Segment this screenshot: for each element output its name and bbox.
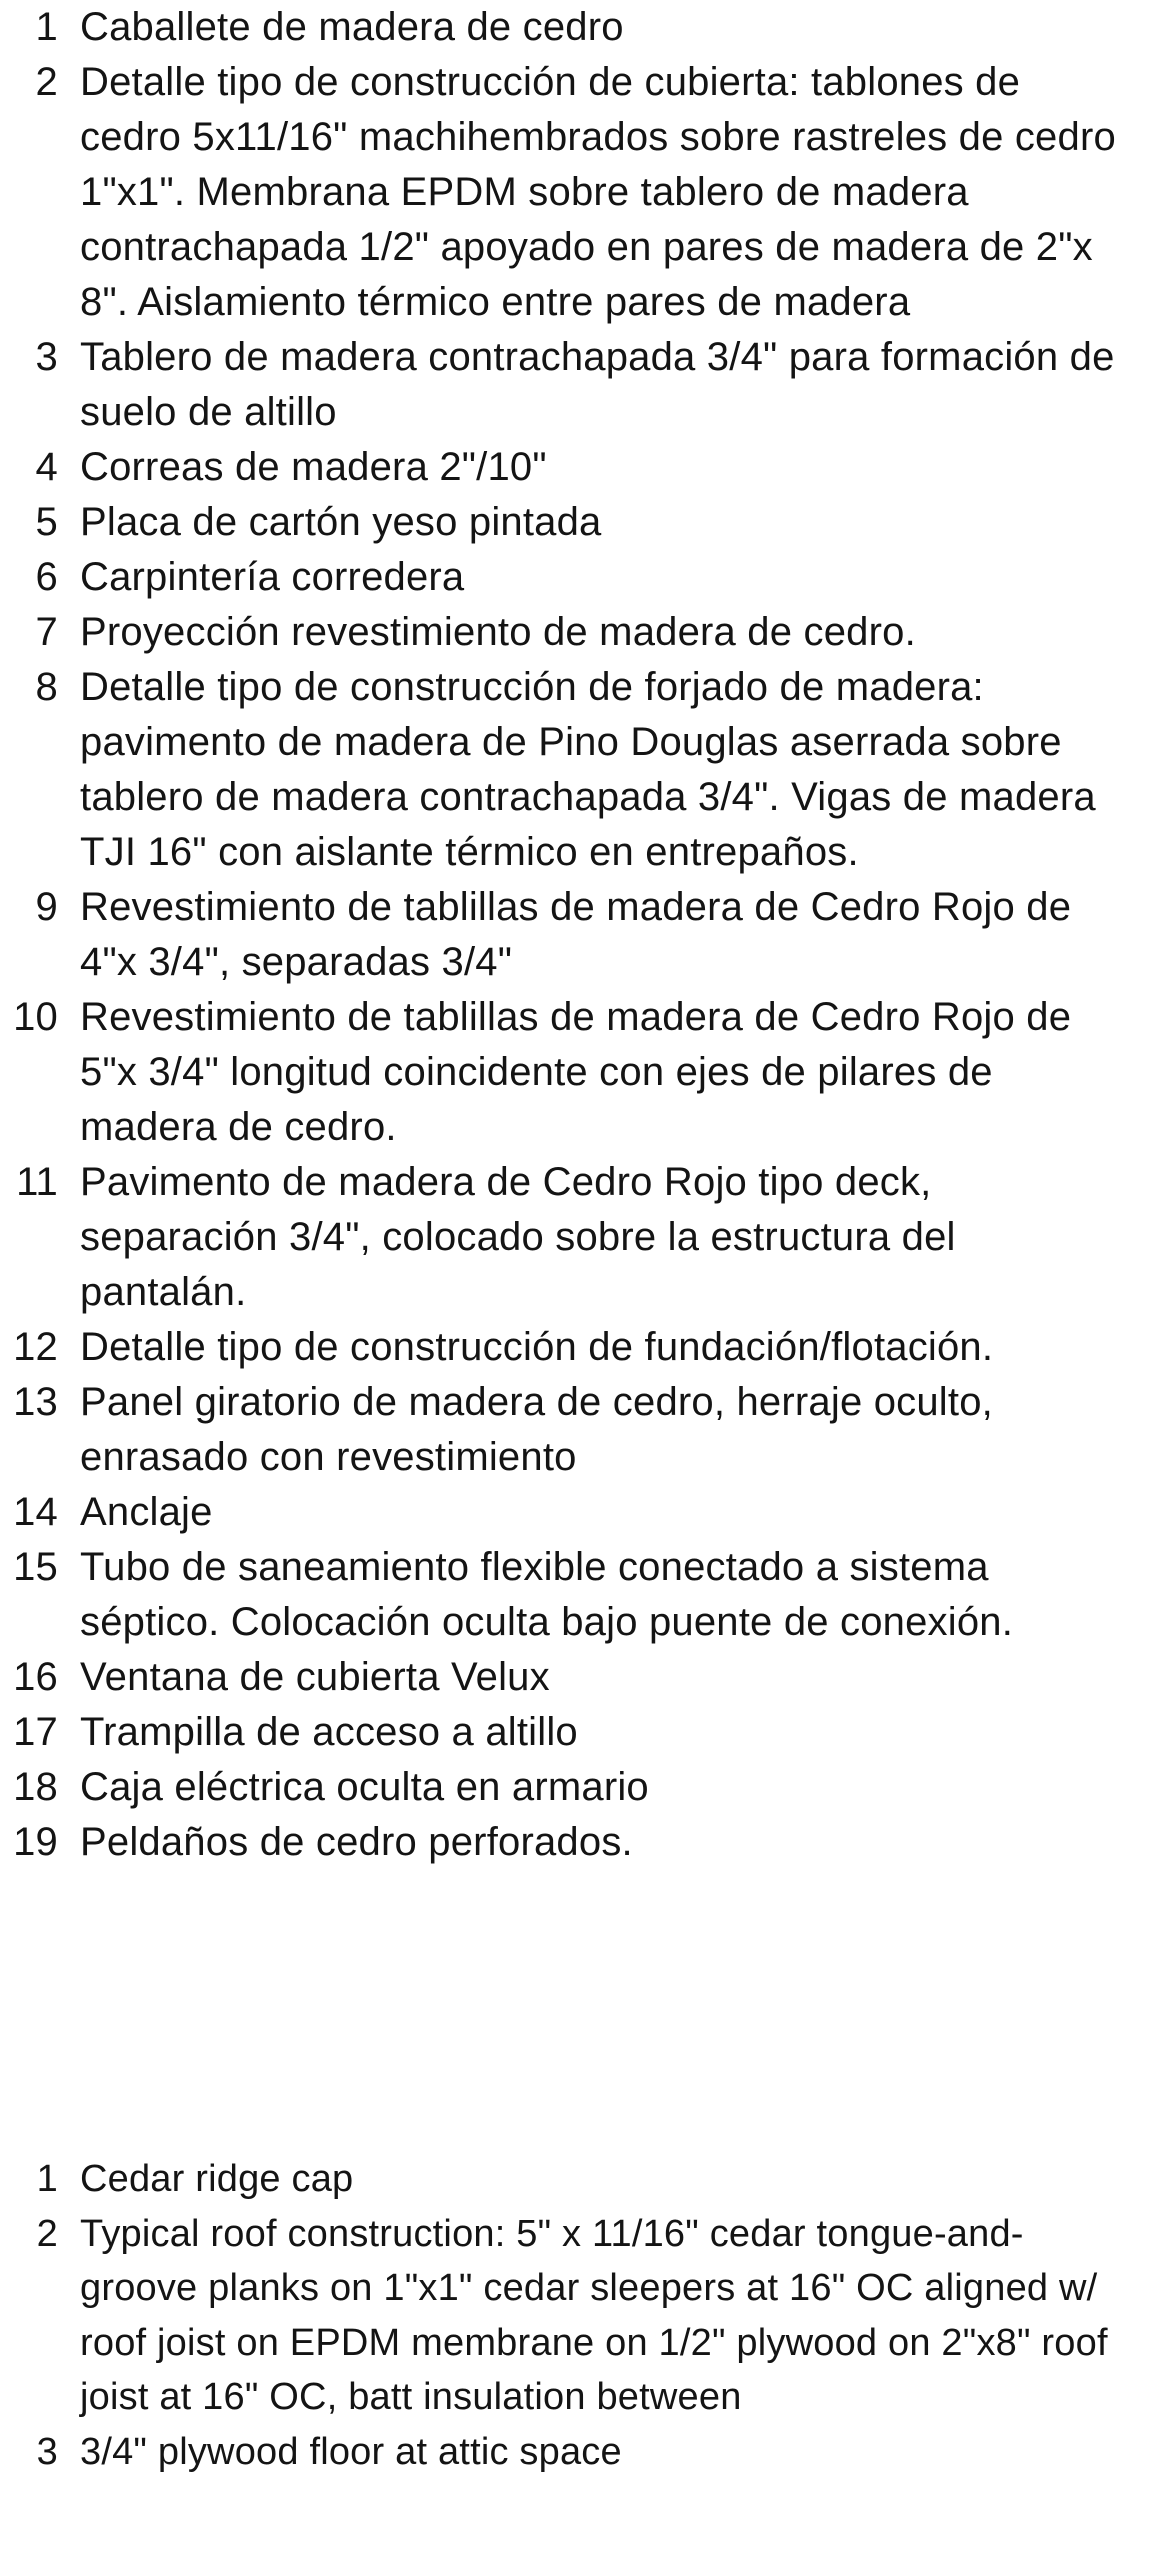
item-text: Panel giratorio de madera de cedro, herraje oculto, enrasado con revestimiento: [80, 1380, 993, 1479]
item-number: 3: [36, 2430, 58, 2473]
item-text: Caballete de madera de cedro: [80, 5, 624, 49]
item-number: 3: [35, 335, 58, 379]
legend-item: [0, 2152, 1152, 2207]
item-number: 8: [35, 665, 58, 709]
item-text: Carpintería corredera: [80, 555, 465, 599]
item-number: 6: [35, 555, 58, 599]
item-number: 14: [13, 1490, 58, 1534]
item-text: Typical roof construction: 5" x 11/16" cedar tongue-and-groove planks on 1"x1" cedar sleepers at 16" OC aligned w/ roof joist on EPDM membrane on 1/2" plywood on 2"x8" roof joist at 16" OC, batt insulation between: [80, 2212, 1108, 2418]
item-text: Detalle tipo de construcción de cubierta: tablones de cedro 5x11/16" machihembrados sobre rastreles de cedro 1"x1". Membrana EPDM sobre tablero de madera contrachapada 1/2" apoyado en pares de madera de 2"x 8". Aislamiento térmico entre pares de madera: [80, 60, 1116, 324]
item-text: Pavimento de madera de Cedro Rojo tipo deck, separación 3/4", colocado sobre la estructura del pantalán.: [80, 1160, 956, 1314]
legend-item: [0, 0, 1152, 55]
legend-item: [0, 2425, 1152, 2480]
item-text: Cedar ridge cap: [80, 2158, 354, 2200]
item-number: 18: [13, 1765, 58, 1809]
legend-item: [0, 1650, 1152, 1705]
item-number: 10: [13, 995, 58, 1039]
item-number: 15: [13, 1545, 58, 1589]
legend-item: [0, 660, 1152, 880]
legend-item: [0, 990, 1152, 1155]
item-text: Peldaños de cedro perforados.: [80, 1820, 633, 1864]
legend-item: [0, 1375, 1152, 1485]
legend-item: [0, 2207, 1152, 2425]
legend-item: [0, 1815, 1152, 1870]
item-text: Anclaje: [80, 1490, 213, 1534]
legend-item: [0, 55, 1152, 330]
item-text: Proyección revestimiento de madera de cedro.: [80, 610, 916, 654]
item-number: 2: [36, 2212, 58, 2255]
item-text: Correas de madera 2"/10": [80, 445, 547, 489]
item-text: Caja eléctrica oculta en armario: [80, 1765, 649, 1809]
item-number: 7: [35, 610, 58, 654]
item-number: 12: [13, 1325, 58, 1369]
item-text: Revestimiento de tablillas de madera de Cedro Rojo de 4"x 3/4", separadas 3/4": [80, 885, 1072, 984]
item-text: Tubo de saneamiento flexible conectado a sistema séptico. Colocación oculta bajo puente de conexión.: [80, 1545, 1014, 1644]
item-text: Ventana de cubierta Velux: [80, 1655, 550, 1699]
legend-item: [0, 1320, 1152, 1375]
legend-item: [0, 605, 1152, 660]
legend-item: [0, 440, 1152, 495]
item-number: 13: [13, 1380, 58, 1424]
item-text: 3/4" plywood floor at attic space: [80, 2430, 622, 2473]
item-number: 4: [35, 445, 58, 489]
item-text: Detalle tipo de construcción de forjado de madera: pavimento de madera de Pino Douglas aserrada sobre tablero de madera contrachapada 3/4". Vigas de madera TJI 16" con aislante térmico en entrepaños.: [80, 665, 1096, 874]
item-text: Revestimiento de tablillas de madera de Cedro Rojo de 5"x 3/4" longitud coincidente con ejes de pilares de madera de cedro.: [80, 995, 1072, 1149]
item-number: 1: [35, 5, 58, 49]
item-number: 17: [13, 1710, 58, 1754]
legend-english: [0, 2152, 1152, 2479]
legend-item: [0, 330, 1152, 440]
item-text: Placa de cartón yeso pintada: [80, 500, 602, 544]
item-number: 9: [35, 885, 58, 929]
legend-item: [0, 1155, 1152, 1320]
legend-item: [0, 1540, 1152, 1650]
legend-item: [0, 880, 1152, 990]
legend-item: [0, 1760, 1152, 1815]
legend-item: [0, 1485, 1152, 1540]
item-number: 5: [35, 500, 58, 544]
item-number: 1: [36, 2158, 58, 2200]
item-number: 2: [35, 60, 58, 104]
item-number: 19: [13, 1820, 58, 1864]
item-number: 16: [13, 1655, 58, 1699]
item-text: Tablero de madera contrachapada 3/4" para formación de suelo de altillo: [80, 335, 1115, 434]
item-text: Detalle tipo de construcción de fundación/flotación.: [80, 1325, 994, 1369]
item-text: Trampilla de acceso a altillo: [80, 1710, 578, 1754]
legend-item: [0, 550, 1152, 605]
legend-item: [0, 495, 1152, 550]
legend-item: [0, 1705, 1152, 1760]
item-number: 11: [16, 1160, 58, 1204]
